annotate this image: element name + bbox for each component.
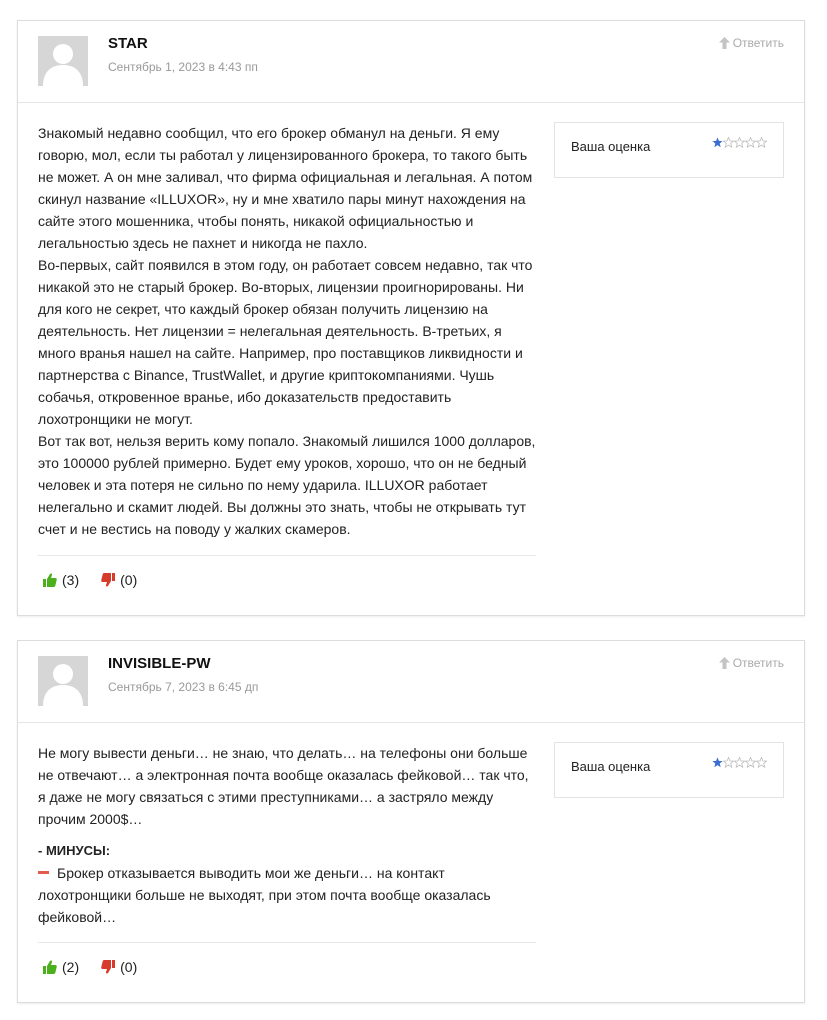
review-author: INVISIBLE-PW — [108, 655, 211, 672]
cons-item-text: Брокер отказывается выводить мои же деньги… на контакт лохотронщики больше не выходят, при этом почта вообще оказалась фейковой… — [38, 865, 491, 925]
review-header — [18, 641, 804, 723]
user-silhouette-icon — [38, 36, 88, 86]
review-card — [17, 20, 805, 616]
reply-button[interactable] — [719, 656, 784, 670]
like-button[interactable] — [43, 572, 79, 588]
arrow-up-icon — [719, 657, 730, 669]
star-empty-icon[interactable] — [734, 757, 745, 768]
minus-dash-icon — [38, 871, 49, 874]
vote-bar — [43, 572, 137, 588]
thumbs-up-icon — [43, 960, 57, 974]
dislike-count: (0) — [120, 959, 138, 975]
review-author: STAR — [108, 35, 148, 52]
review-paragraph: Вот так вот, нельзя верить кому попало. Знакомый лишился 1000 долларов, это 100000 рублей примерно. Будет ему уроков, хорошо, что он не бедный человек и эта потеря не сильно по нему ударила. ILLUXOR работает нелегально и скамит людей. Вы должны это знать, чтобы не открывать тут счет и не вестись на поводу у жалких скамеров. — [38, 433, 536, 537]
dislike-button[interactable] — [101, 959, 137, 975]
thumbs-down-icon — [101, 573, 115, 587]
star-empty-icon[interactable] — [756, 757, 767, 768]
cons-item — [38, 862, 536, 928]
star-empty-icon[interactable] — [723, 757, 734, 768]
review-paragraph: Не могу вывести деньги… не знаю, что делать… на телефоны они больше не отвечают… а электронная почта вообще оказалась фейковой… так что, я даже не могу связаться с этими преступниками… а застряло между прочим 2000$… — [38, 745, 529, 827]
divider — [38, 942, 536, 943]
review-date: Сентябрь 1, 2023 в 4:43 пп — [108, 60, 258, 74]
star-empty-icon[interactable] — [745, 757, 756, 768]
thumbs-up-icon — [43, 573, 57, 587]
review-paragraph: Во-первых, сайт появился в этом году, он работает совсем недавно, так что никакой это не старый брокер. Во-вторых, лицензии проигнорированы. Ни для кого не секрет, что каждый брокер обязан получить лицензию на деятельность. Нет лицензии = нелегальная деятельность. В-третьих, я много вранья нашел на сайте. Например, про поставщиков ликвидности и партнерства с Binance, TrustWallet, и другие криптокомпаниями. Чушь собачья, откровенное вранье, ибо доказательств предоставить лохотронщики не могут. — [38, 257, 533, 427]
dislike-button[interactable] — [101, 572, 137, 588]
review-date: Сентябрь 7, 2023 в 6:45 дп — [108, 680, 259, 694]
rating-box — [554, 122, 784, 178]
like-count: (3) — [62, 572, 80, 588]
rating-box — [554, 742, 784, 798]
star-filled-icon[interactable] — [712, 757, 723, 768]
review-paragraph: Знакомый недавно сообщил, что его брокер обманул на деньги. Я ему говорю, мол, если ты работал у лицензированного брокера, то такого быть не может. А он мне заливал, что фирма официальная и легальная. А потом скинул название «ILLUXOR», ну и мне хватило пары минут нахождения на сайте этого мошенника, чтобы понять, никакой официальностью и легальностью здесь не пахнет и никогда не пахло. — [38, 125, 533, 251]
review-card — [17, 640, 805, 1003]
arrow-up-icon — [719, 37, 730, 49]
star-filled-icon[interactable] — [712, 137, 723, 148]
star-rating[interactable] — [712, 757, 767, 768]
rating-label: Ваша оценка — [571, 139, 651, 154]
review-text — [38, 742, 536, 928]
vote-bar — [43, 959, 137, 975]
reply-label: Ответить — [732, 656, 784, 670]
dislike-count: (0) — [120, 572, 138, 588]
reply-button[interactable] — [719, 36, 784, 50]
star-empty-icon[interactable] — [756, 137, 767, 148]
thumbs-down-icon — [101, 960, 115, 974]
user-silhouette-icon — [38, 656, 88, 706]
like-count: (2) — [62, 959, 80, 975]
star-empty-icon[interactable] — [745, 137, 756, 148]
star-empty-icon[interactable] — [723, 137, 734, 148]
cons-heading: - МИНУСЫ: — [38, 843, 111, 858]
avatar — [38, 656, 88, 706]
review-header — [18, 21, 804, 103]
rating-label: Ваша оценка — [571, 759, 651, 774]
avatar — [38, 36, 88, 86]
divider — [38, 555, 536, 556]
like-button[interactable] — [43, 959, 79, 975]
review-text — [38, 122, 536, 540]
reply-label: Ответить — [732, 36, 784, 50]
star-empty-icon[interactable] — [734, 137, 745, 148]
star-rating[interactable] — [712, 137, 767, 148]
